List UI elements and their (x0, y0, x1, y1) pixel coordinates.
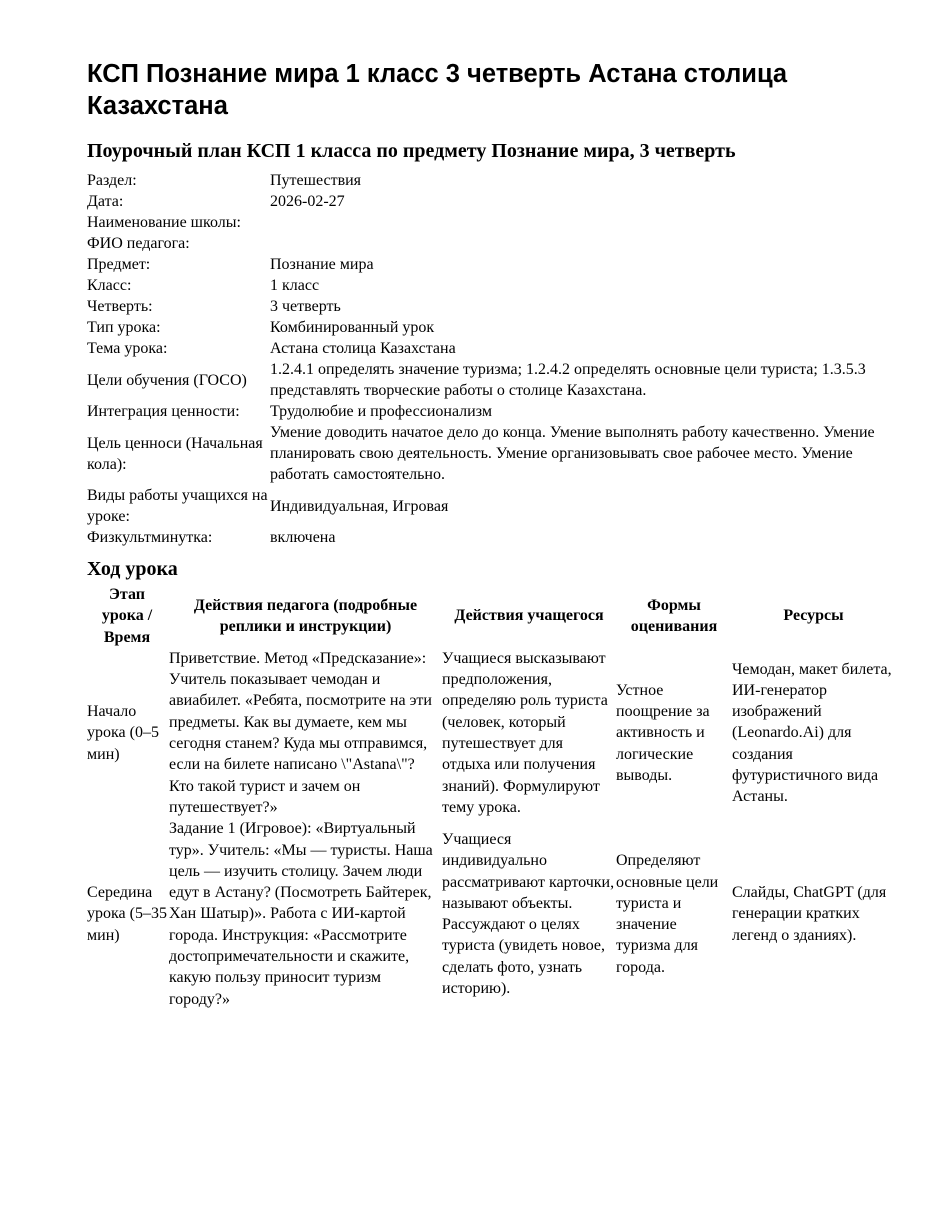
info-row (87, 191, 895, 212)
info-row (87, 296, 895, 317)
assessment-cell: Устное поощрение за активность и логические выводы. (616, 681, 710, 785)
info-label: Интеграция ценности: (87, 403, 240, 420)
info-row (87, 422, 895, 485)
document-title: КСП Познание мира 1 класс 3 четверть Астана столица Казахстана (87, 60, 788, 120)
info-label: Класс: (87, 277, 132, 294)
info-row (87, 359, 895, 401)
info-label: Наименование школы: (87, 214, 241, 231)
table-header-row (87, 584, 895, 648)
header-student-actions: Действия учащегося (454, 607, 604, 625)
info-value: 2026-02-27 (270, 193, 345, 210)
info-label: Тема урока: (87, 340, 168, 357)
teacher-actions-cell: Приветствие. Метод «Предсказание»: Учитель показывает чемодан и авиабилет. «Ребята, посмотрите на эти предметы. Как вы думаете, кем мы сегодня станем? Куда мы отправимся, если на билете написано \"Astana\"? Кто такой турист и зачем он путешествует?» (169, 649, 432, 816)
lesson-progress-table (87, 584, 895, 1010)
lesson-progress-heading: Ход урока (87, 558, 178, 580)
assessment-cell: Определяют основные цели туриста и значение туризма для города. (616, 852, 719, 976)
resources-cell: Слайды, ChatGPT (для генерации кратких легенд о зданиях). (732, 884, 887, 944)
info-row (87, 485, 895, 527)
table-row (87, 648, 895, 818)
info-value: Астана столица Казахстана (270, 340, 456, 357)
info-row (87, 338, 895, 359)
stage-cell: Начало урока (0–5 мин) (87, 703, 159, 763)
info-row (87, 317, 895, 338)
info-row (87, 233, 895, 254)
info-label: Виды работы учащихся на уроке: (87, 487, 268, 525)
info-value: 1 класс (270, 277, 320, 294)
lesson-info-table (87, 170, 895, 548)
info-value: 3 четверть (270, 298, 341, 315)
header-resources: Ресурсы (783, 607, 844, 625)
header-assessment: Формы оценивания (630, 596, 718, 635)
student-actions-cell: Учащиеся индивидуально рассматривают карточки, называют объекты. Рассуждают о целях туриста (увидеть новое, сделать фото, узнать историю). (442, 830, 615, 997)
info-row (87, 212, 895, 233)
info-value (270, 212, 895, 233)
info-row (87, 254, 895, 275)
info-value: Умение доводить начатое дело до конца. Умение выполнять работу качественно. Умение планировать свою деятельность. Умение организовывать свое рабочее место. Умение работать самостоятельно. (270, 424, 875, 483)
table-row (87, 818, 895, 1010)
header-teacher-actions: Действия педагога (подробные реплики и инструкции) (193, 596, 418, 635)
info-label: Дата: (87, 193, 124, 210)
info-value: Индивидуальная, Игровая (270, 497, 449, 515)
info-value: Трудолюбие и профессионализм (270, 403, 492, 420)
info-value: Комбинированный урок (270, 319, 435, 336)
info-label: Цель ценноси (Начальная кола): (87, 434, 263, 473)
info-row (87, 170, 895, 191)
info-row (87, 527, 895, 548)
info-row (87, 275, 895, 296)
info-value (270, 233, 895, 254)
info-label: ФИО педагога: (87, 235, 190, 252)
stage-cell: Середина урока (5–35 мин) (87, 884, 167, 944)
student-actions-cell: Учащиеся высказывают предположения, определяю роль туриста (человек, который путешествует для отдыха или получения знаний). Формулируют тему урока. (442, 649, 608, 816)
teacher-actions-cell: Задание 1 (Игровое): «Виртуальный тур». Учитель: «Мы — туристы. Наша цель — изучить столицу. Зачем люди едут в Астану? (Посмотреть Байтерек, Хан Шатыр)». Работа с ИИ-картой города. Инструкция: «Рассмотрите достопримечательности и скажите, какую пользу приносит туризм городу?» (169, 820, 433, 1008)
info-label: Тип урока: (87, 319, 161, 336)
plan-subtitle: Поурочный план КСП 1 класса по предмету Познание мира, 3 четверть (87, 140, 736, 162)
info-label: Раздел: (87, 172, 137, 189)
resources-cell: Чемодан, макет билета, ИИ-генератор изображений (Leonardo.Ai) для создания футуристичного вида Астаны. (732, 660, 892, 806)
info-value: Познание мира (270, 256, 374, 273)
info-label: Физкультминутка: (87, 529, 213, 546)
info-label: Цели обучения (ГОСО) (87, 371, 247, 389)
info-value: Путешествия (270, 172, 362, 189)
document-page (87, 58, 895, 1010)
info-value: 1.2.4.1 определять значение туризма; 1.2.4.2 определять основные цели туриста; 1.3.5.3 представлять творческие работы о столице Казахстана. (270, 361, 866, 399)
info-value: включена (270, 529, 336, 546)
header-stage: Этап урока / Время (101, 586, 153, 646)
info-label: Четверть: (87, 298, 153, 315)
info-label: Предмет: (87, 256, 151, 273)
info-row (87, 401, 895, 422)
